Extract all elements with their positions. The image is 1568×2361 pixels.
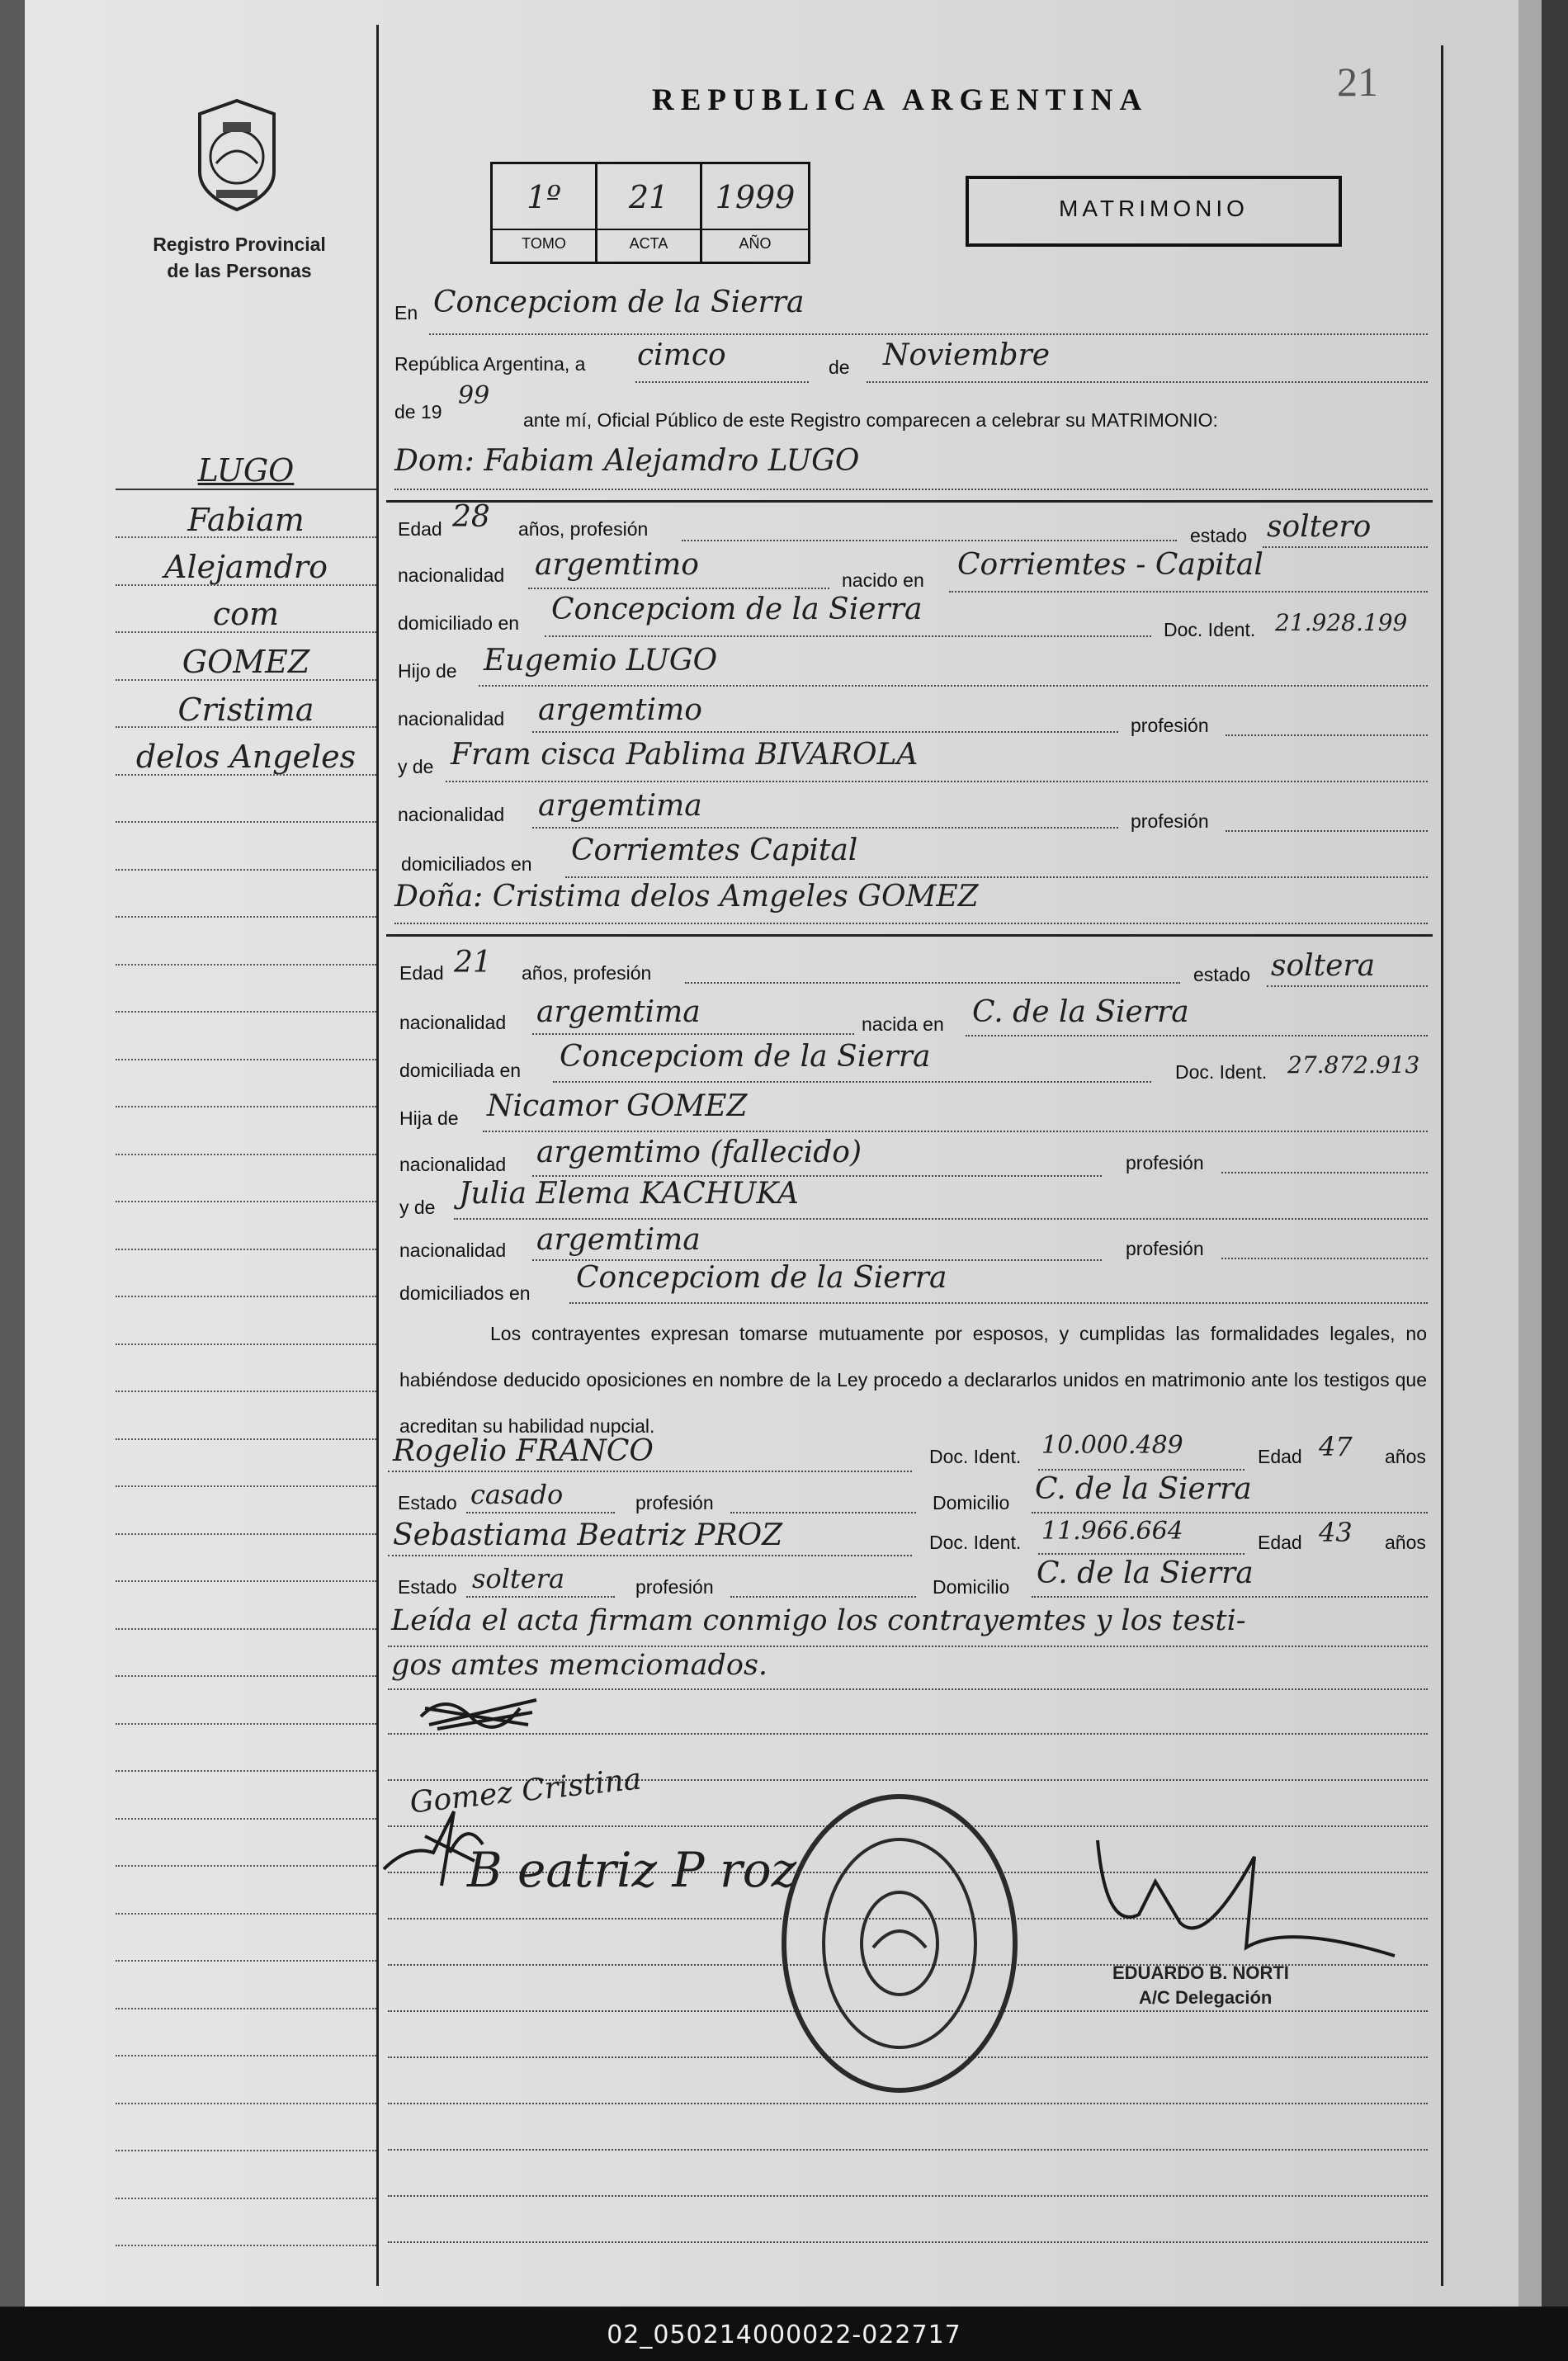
- country-title: REPUBLICA ARGENTINA: [652, 83, 1149, 117]
- book-binding-edge: [0, 0, 25, 2307]
- margin-ruled-line: [116, 726, 376, 728]
- republica-label: República Argentina, a: [394, 353, 586, 375]
- groom-doc: 21.928.199: [1275, 609, 1408, 636]
- nacionalidad-label: nacionalidad: [398, 804, 505, 825]
- margin-ruled-line: [116, 631, 376, 633]
- nacionalidad-label: nacionalidad: [399, 1154, 507, 1175]
- act-place: Concepciom de la Sierra: [433, 286, 805, 319]
- body-ruled-line: [388, 2195, 1428, 2197]
- witness1-doc: 10.000.489: [1041, 1431, 1183, 1460]
- nacionalidad-label: nacionalidad: [398, 564, 505, 586]
- de-label: de: [829, 357, 850, 378]
- hija-label: Hija de: [399, 1107, 459, 1129]
- doc-label: Doc. Ident.: [929, 1532, 1022, 1553]
- groom-age: 28: [452, 500, 490, 534]
- profesion-label: profesión: [1131, 810, 1209, 832]
- margin-ruled-line: [116, 1723, 376, 1725]
- nacionalidad-label: nacionalidad: [399, 1012, 507, 1033]
- nacionalidad-label: nacionalidad: [399, 1240, 507, 1261]
- witness2-domicilio: C. de la Sierra: [1037, 1556, 1254, 1590]
- witness2-age: 43: [1319, 1517, 1353, 1548]
- doc-label: Doc. Ident.: [929, 1446, 1022, 1467]
- margin-ruled-line: [116, 1391, 376, 1392]
- act-month: Noviembre: [883, 338, 1051, 372]
- section-rule: [386, 934, 1433, 937]
- tomo-label: TOMO: [522, 235, 566, 252]
- margin-note-line: Fabiam: [187, 502, 305, 538]
- margin-ruled-line: [116, 2103, 376, 2104]
- margin-ruled-line: [116, 1960, 376, 1962]
- bride-name: Doña: Cristima delos Amgeles GOMEZ: [394, 880, 979, 914]
- margin-ruled-line: [116, 1770, 376, 1772]
- act-day: cimco: [637, 338, 726, 372]
- registry-line1: Registro Provincial: [153, 234, 326, 255]
- bride-father: Nicamor GOMEZ: [487, 1089, 748, 1123]
- body-ruled-line: [388, 2241, 1428, 2243]
- margin-ruled-line: [116, 1865, 376, 1867]
- crossed-out-scribble: [413, 1683, 545, 1741]
- page-stack-edge: [1518, 0, 1542, 2307]
- page-number: 21: [1337, 59, 1378, 105]
- margin-ruled-line: [116, 584, 376, 586]
- margin-ruled-line: [116, 679, 376, 681]
- margin-ruled-line: [116, 1438, 376, 1440]
- margin-rule: [116, 489, 376, 490]
- margin-ruled-line: [116, 2055, 376, 2056]
- edad-label: Edad: [1258, 1446, 1302, 1467]
- margin-ruled-line: [116, 1580, 376, 1582]
- bride-nacionalidad: argemtima: [536, 995, 701, 1029]
- anos-label: años: [1385, 1532, 1426, 1553]
- ano-label: AÑO: [739, 235, 772, 252]
- ano-cell: [702, 164, 808, 262]
- margin-ruled-line: [116, 821, 376, 823]
- registry-line2: de las Personas: [167, 260, 312, 281]
- act-type-box: [966, 176, 1342, 247]
- act-year-digits: 99: [458, 381, 490, 410]
- en-label: En: [394, 302, 418, 323]
- profesion-label: profesión: [1131, 715, 1209, 736]
- bride-parents-domicile: Concepciom de la Sierra: [576, 1261, 947, 1295]
- margin-ruled-line: [116, 1485, 376, 1487]
- margin-ruled-line: [116, 2245, 376, 2246]
- domicilio-label: Domicilio: [933, 1492, 1010, 1513]
- groom-parents-domicile: Corriemtes Capital: [571, 833, 858, 867]
- acta-value: 21: [628, 179, 669, 215]
- groom-estado: soltero: [1267, 510, 1372, 544]
- witness1-estado: casado: [470, 1479, 564, 1510]
- margin-ruled-line: [116, 536, 376, 538]
- doc-label: Doc. Ident.: [1164, 619, 1256, 640]
- margin-ruled-line: [116, 1296, 376, 1297]
- margin-note-surname: LUGO: [197, 452, 295, 489]
- bride-mother: Julia Elema KACHUKA: [459, 1177, 799, 1211]
- margin-ruled-line: [116, 774, 376, 776]
- domicilio-label: Domicilio: [933, 1576, 1010, 1598]
- margin-divider-line: [376, 25, 379, 2286]
- domiciliados-label: domiciliados en: [399, 1282, 531, 1304]
- tomo-cell: [493, 164, 597, 262]
- bride-signature: Gomez Cristina: [408, 1762, 644, 1820]
- margin-ruled-line: [116, 1628, 376, 1630]
- witness2-doc: 11.966.664: [1041, 1517, 1183, 1546]
- profesion-label: años, profesión: [522, 962, 652, 984]
- margin-note-line: delos Angeles: [135, 739, 357, 775]
- body-ruled-line: [388, 2103, 1428, 2104]
- margin-ruled-line: [116, 964, 376, 966]
- margin-ruled-line: [116, 2198, 376, 2199]
- witness1-age: 47: [1319, 1431, 1353, 1462]
- ano-value: 1999: [715, 179, 796, 215]
- domiciliados-label: domiciliados en: [401, 853, 532, 875]
- margin-ruled-line: [116, 1533, 376, 1535]
- margin-ruled-line: [116, 2150, 376, 2151]
- witness2-name: Sebastiama Beatriz PROZ: [393, 1518, 783, 1552]
- witness2-estado: soltera: [472, 1563, 565, 1594]
- estado-label: Estado: [398, 1576, 457, 1598]
- ante-text: ante mí, Oficial Público de este Registro comparecen a celebrar su MATRIMONIO:: [523, 409, 1218, 431]
- groom-father: Eugemio LUGO: [484, 644, 718, 678]
- margin-ruled-line: [116, 1818, 376, 1820]
- nacida-label: nacida en: [862, 1013, 944, 1035]
- registry-name: [140, 231, 338, 284]
- estado-label: Estado: [398, 1492, 457, 1513]
- margin-note-line: com: [212, 596, 280, 632]
- edad-label: Edad: [399, 962, 444, 984]
- bride-birthplace: C. de la Sierra: [972, 995, 1189, 1029]
- domiciliado-label: domiciliado en: [398, 612, 520, 634]
- hijo-label: Hijo de: [398, 660, 457, 682]
- act-type-label: MATRIMONIO: [1059, 196, 1249, 221]
- groom-domicile: Concepciom de la Sierra: [551, 593, 923, 626]
- declaration-text: Los contrayentes expresan tomarse mutuamente por esposos, y cumplidas las formalidades legales, no habiéndose deducido oposiciones en nombre de la Ley procedo a declararlos unidos en matrimonio ante los testigos que acreditan su habilidad nupcial.: [399, 1323, 1427, 1437]
- margin-ruled-line: [116, 1675, 376, 1677]
- margin-ruled-line: [116, 1106, 376, 1107]
- bride-doc: 27.872.913: [1287, 1051, 1420, 1079]
- groom-father-nacionalidad: argemtimo: [538, 693, 702, 727]
- margin-ruled-line: [116, 916, 376, 918]
- groom-nacionalidad: argemtimo: [535, 548, 699, 582]
- nacido-label: nacido en: [842, 569, 924, 591]
- witness1-name: Rogelio FRANCO: [393, 1434, 654, 1468]
- closing-line1: Leída el acta firmam conmigo los contrayemtes y los testi-: [391, 1604, 1246, 1637]
- margin-ruled-line: [116, 2008, 376, 2009]
- year-label: de 19: [394, 401, 442, 423]
- margin-ruled-line: [116, 1011, 376, 1013]
- margin-ruled-line: [116, 1249, 376, 1250]
- domiciliada-label: domiciliada en: [399, 1060, 522, 1081]
- margin-ruled-line: [116, 1343, 376, 1345]
- groom-mother-nacionalidad: argemtima: [538, 789, 702, 823]
- groom-birthplace: Corriemtes - Capital: [957, 548, 1263, 582]
- edad-label: Edad: [398, 518, 442, 540]
- margin-ruled-line: [116, 1154, 376, 1155]
- official-signature-icon: [1089, 1824, 1403, 1964]
- profesion-label: profesión: [635, 1492, 714, 1513]
- profesion-label: profesión: [1126, 1152, 1204, 1173]
- profesion-label: años, profesión: [518, 518, 649, 540]
- acta-reference-box: [490, 162, 810, 264]
- profesion-label: profesión: [635, 1576, 714, 1598]
- estado-label: estado: [1190, 525, 1248, 546]
- doc-label: Doc. Ident.: [1175, 1061, 1268, 1083]
- right-border-line: [1441, 45, 1443, 2286]
- witness-signature: B eatriz P roz: [467, 1842, 797, 1898]
- margin-ruled-line: [116, 1059, 376, 1060]
- bride-domicile: Concepciom de la Sierra: [560, 1040, 931, 1074]
- edad-label: Edad: [1258, 1532, 1302, 1553]
- body-ruled-line: [388, 2149, 1428, 2151]
- province-seal-icon: [191, 97, 282, 213]
- groom-mother: Fram cisca Pablima BIVAROLA: [451, 738, 919, 772]
- official-role: A/C Delegación: [1139, 1987, 1273, 2008]
- witness1-domicilio: C. de la Sierra: [1035, 1472, 1252, 1506]
- margin-note-line: Cristima: [177, 692, 314, 728]
- margin-ruled-line: [116, 869, 376, 871]
- acta-label: ACTA: [629, 235, 668, 252]
- margin-ruled-line: [116, 1913, 376, 1915]
- estado-label: estado: [1193, 964, 1251, 985]
- y-de-label: y de: [398, 756, 434, 777]
- nacionalidad-label: nacionalidad: [398, 708, 505, 730]
- scan-reference-code: 02_050214000022-022717: [607, 2321, 961, 2349]
- official-name: EDUARDO B. NORTI: [1112, 1962, 1289, 1983]
- margin-note-line: GOMEZ: [182, 644, 310, 680]
- bride-father-nacionalidad: argemtimo (fallecido): [536, 1136, 862, 1169]
- section-rule: [386, 500, 1433, 503]
- closing-line2: gos amtes memciomados.: [391, 1649, 768, 1682]
- anos-label: años: [1385, 1446, 1426, 1467]
- profesion-label: profesión: [1126, 1238, 1204, 1259]
- margin-note-line: Alejamdro: [164, 549, 328, 585]
- margin-ruled-line: [116, 1201, 376, 1202]
- bride-estado: soltera: [1271, 949, 1376, 983]
- bride-mother-nacionalidad: argemtima: [536, 1223, 701, 1257]
- y-de-label: y de: [399, 1197, 436, 1218]
- bride-age: 21: [454, 946, 492, 980]
- acta-cell: [597, 164, 702, 262]
- groom-name: Dom: Fabiam Alejamdro LUGO: [394, 444, 860, 478]
- official-stamp-icon: [776, 1791, 1023, 2096]
- tomo-value: 1º: [526, 179, 562, 215]
